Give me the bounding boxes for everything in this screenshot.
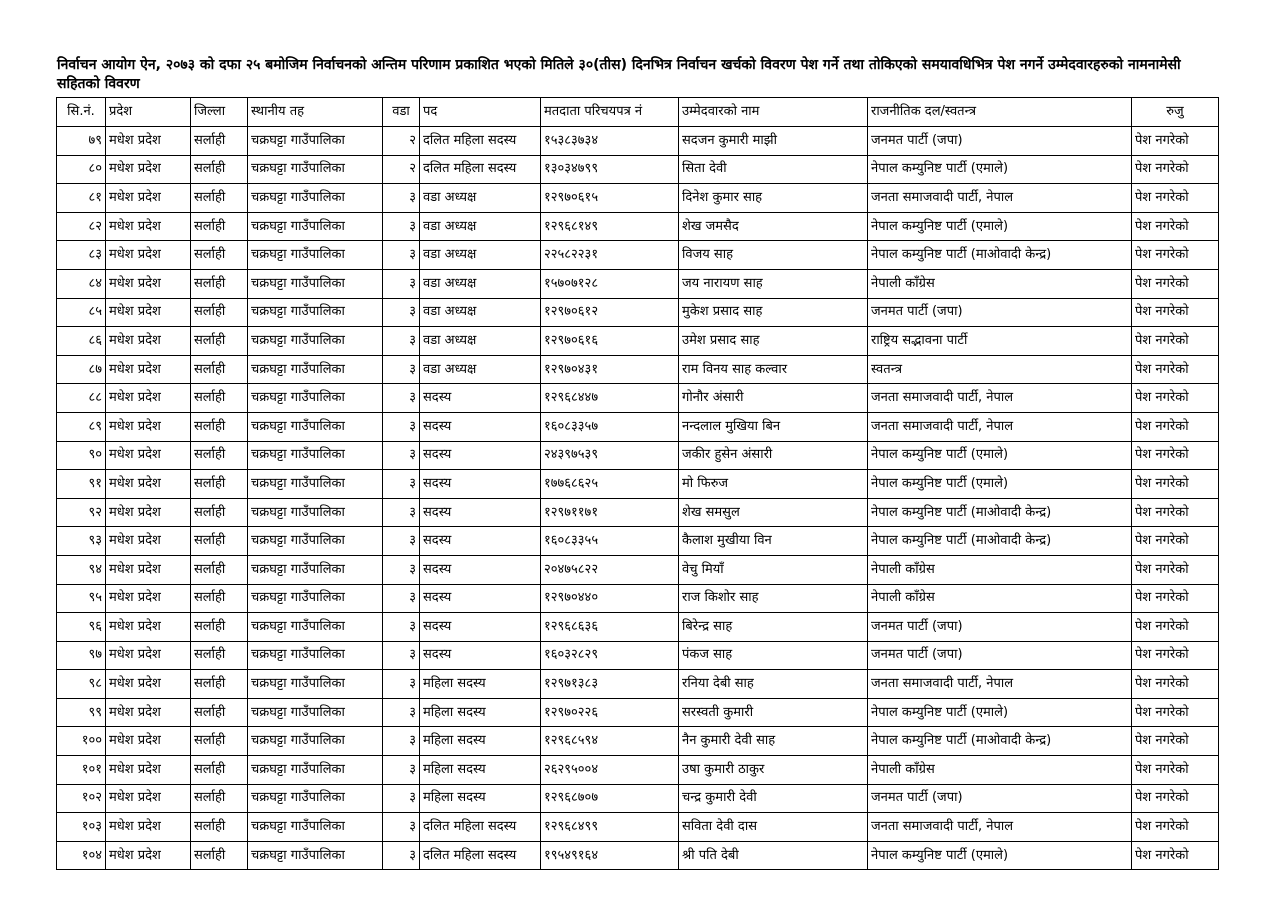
post-cell: सदस्य <box>420 641 541 670</box>
table-row <box>57 841 1219 870</box>
local-level-cell: चक्रघट्टा गाउँपालिका <box>248 184 383 213</box>
province-cell: मधेश प्रदेश <box>106 527 191 556</box>
post-cell: सदस्य <box>420 613 541 642</box>
candidate-name-cell: शेख जमसैद <box>679 212 868 241</box>
serial-number-cell: १०३ <box>57 813 106 842</box>
serial-number-cell: ८७ <box>57 355 106 384</box>
local-level-cell: चक्रघट्टा गाउँपालिका <box>248 756 383 785</box>
voter-id-cell: १२९७०२२६ <box>541 698 679 727</box>
table-row <box>57 813 1219 842</box>
table-row <box>57 384 1219 413</box>
serial-number-cell: ९२ <box>57 498 106 527</box>
voter-id-cell: १२९६८४४७ <box>541 384 679 413</box>
post-cell: सदस्य <box>420 527 541 556</box>
district-cell: सर्लाही <box>191 784 248 813</box>
candidate-name-cell: बिरेन्द्र साह <box>679 613 868 642</box>
province-cell: मधेश प्रदेश <box>106 613 191 642</box>
province-cell: मधेश प्रदेश <box>106 813 191 842</box>
local-level-cell: चक्रघट्टा गाउँपालिका <box>248 841 383 870</box>
district-cell: सर्लाही <box>191 613 248 642</box>
verification-status-cell: पेश नगरेको <box>1132 127 1219 156</box>
verification-status-cell: पेश नगरेको <box>1132 584 1219 613</box>
party-cell: जनमत पार्टी (जपा) <box>868 641 1132 670</box>
post-cell: सदस्य <box>420 441 541 470</box>
voter-id-cell: १२९६८१४९ <box>541 212 679 241</box>
post-cell: सदस्य <box>420 555 541 584</box>
verification-status-cell: पेश नगरेको <box>1132 155 1219 184</box>
province-cell: मधेश प्रदेश <box>106 155 191 184</box>
post-cell: महिला सदस्य <box>420 727 541 756</box>
party-cell: जनमत पार्टी (जपा) <box>868 784 1132 813</box>
serial-number-cell: ८२ <box>57 212 106 241</box>
local-level-cell: चक्रघट्टा गाउँपालिका <box>248 127 383 156</box>
post-cell: सदस्य <box>420 412 541 441</box>
header-candidate-name: उम्मेदवारको नाम <box>679 98 868 127</box>
party-cell: स्वतन्त्र <box>868 355 1132 384</box>
ward-cell: ३ <box>383 727 420 756</box>
ward-cell: ३ <box>383 470 420 499</box>
ward-cell: ३ <box>383 412 420 441</box>
voter-id-cell: १५३८३७३४ <box>541 127 679 156</box>
voter-id-cell: १२९६८५९४ <box>541 727 679 756</box>
party-cell: राष्ट्रिय सद्भावना पार्टी <box>868 327 1132 356</box>
verification-status-cell: पेश नगरेको <box>1132 470 1219 499</box>
serial-number-cell: ९७ <box>57 641 106 670</box>
header-district: जिल्ला <box>191 98 248 127</box>
local-level-cell: चक्रघट्टा गाउँपालिका <box>248 727 383 756</box>
post-cell: सदस्य <box>420 498 541 527</box>
candidate-name-cell: रनिया देबी साह <box>679 670 868 699</box>
party-cell: जनता समाजवादी पार्टी, नेपाल <box>868 813 1132 842</box>
district-cell: सर्लाही <box>191 670 248 699</box>
verification-status-cell: पेश नगरेको <box>1132 184 1219 213</box>
candidate-name-cell: गोनौर अंसारी <box>679 384 868 413</box>
district-cell: सर्लाही <box>191 298 248 327</box>
verification-status-cell: पेश नगरेको <box>1132 269 1219 298</box>
verification-status-cell: पेश नगरेको <box>1132 412 1219 441</box>
post-cell: दलित महिला सदस्य <box>420 813 541 842</box>
verification-status-cell: पेश नगरेको <box>1132 641 1219 670</box>
district-cell: सर्लाही <box>191 212 248 241</box>
verification-status-cell: पेश नगरेको <box>1132 756 1219 785</box>
voter-id-cell: १२९७०६१६ <box>541 327 679 356</box>
document-title: निर्वाचन आयोग ऐन, २०७३ को दफा २५ बमोजिम निर्वाचनको अन्तिम परिणाम प्रकाशित भएको मितिले ३०(तीस) दिनभित्र निर्वाचन खर्चको विवरण पेश गर्ने तथा तोकिएको समयावधिभित्र पेश नगर्ने उम्मेदवारहरुको नामनामेसी सहितको विवरण <box>57 57 1181 92</box>
party-cell: नेपाल कम्युनिष्ट पार्टी (माओवादी केन्द्र) <box>868 498 1132 527</box>
ward-cell: ३ <box>383 641 420 670</box>
verification-status-cell: पेश नगरेको <box>1132 555 1219 584</box>
table-row <box>57 498 1219 527</box>
verification-status-cell: पेश नगरेको <box>1132 527 1219 556</box>
ward-cell: ३ <box>383 355 420 384</box>
header-ward: वडा <box>383 98 420 127</box>
district-cell: सर्लाही <box>191 555 248 584</box>
candidate-name-cell: श्री पति देबी <box>679 841 868 870</box>
province-cell: मधेश प्रदेश <box>106 384 191 413</box>
post-cell: वडा अध्यक्ष <box>420 269 541 298</box>
candidate-name-cell: पंकज साह <box>679 641 868 670</box>
voter-id-cell: २०४७५८२२ <box>541 555 679 584</box>
verification-status-cell: पेश नगरेको <box>1132 727 1219 756</box>
district-cell: सर्लाही <box>191 184 248 213</box>
serial-number-cell: १०४ <box>57 841 106 870</box>
province-cell: मधेश प्रदेश <box>106 641 191 670</box>
header-verification: रुजु <box>1132 98 1219 127</box>
candidate-name-cell: जकीर हुसेन अंसारी <box>679 441 868 470</box>
local-level-cell: चक्रघट्टा गाउँपालिका <box>248 384 383 413</box>
verification-status-cell: पेश नगरेको <box>1132 298 1219 327</box>
serial-number-cell: ८३ <box>57 241 106 270</box>
voter-id-cell: १२९७०४३१ <box>541 355 679 384</box>
ward-cell: ३ <box>383 613 420 642</box>
table-row <box>57 527 1219 556</box>
voter-id-cell: १२९७०६१२ <box>541 298 679 327</box>
table-row <box>57 155 1219 184</box>
serial-number-cell: ७९ <box>57 127 106 156</box>
ward-cell: ३ <box>383 670 420 699</box>
serial-number-cell: १०० <box>57 727 106 756</box>
local-level-cell: चक्रघट्टा गाउँपालिका <box>248 527 383 556</box>
header-serial-number: सि.नं. <box>57 98 106 127</box>
local-level-cell: चक्रघट्टा गाउँपालिका <box>248 555 383 584</box>
ward-cell: ३ <box>383 555 420 584</box>
serial-number-cell: ९९ <box>57 698 106 727</box>
serial-number-cell: ८० <box>57 155 106 184</box>
header-province: प्रदेश <box>106 98 191 127</box>
province-cell: मधेश प्रदेश <box>106 184 191 213</box>
district-cell: सर्लाही <box>191 412 248 441</box>
province-cell: मधेश प्रदेश <box>106 498 191 527</box>
district-cell: सर्लाही <box>191 470 248 499</box>
district-cell: सर्लाही <box>191 384 248 413</box>
ward-cell: ३ <box>383 441 420 470</box>
local-level-cell: चक्रघट्टा गाउँपालिका <box>248 613 383 642</box>
table-row <box>57 670 1219 699</box>
province-cell: मधेश प्रदेश <box>106 298 191 327</box>
serial-number-cell: ९३ <box>57 527 106 556</box>
serial-number-cell: १०१ <box>57 756 106 785</box>
district-cell: सर्लाही <box>191 441 248 470</box>
candidate-name-cell: राम विनय साह कल्वार <box>679 355 868 384</box>
verification-status-cell: पेश नगरेको <box>1132 841 1219 870</box>
local-level-cell: चक्रघट्टा गाउँपालिका <box>248 470 383 499</box>
voter-id-cell: १३०३४७९९ <box>541 155 679 184</box>
party-cell: जनता समाजवादी पार्टी, नेपाल <box>868 184 1132 213</box>
voter-id-cell: २६२९५००४ <box>541 756 679 785</box>
post-cell: वडा अध्यक्ष <box>420 212 541 241</box>
voter-id-cell: २२५८२२३१ <box>541 241 679 270</box>
voter-id-cell: १२९७०६१५ <box>541 184 679 213</box>
post-cell: सदस्य <box>420 584 541 613</box>
candidate-name-cell: जय नारायण साह <box>679 269 868 298</box>
province-cell: मधेश प्रदेश <box>106 584 191 613</box>
table-row <box>57 613 1219 642</box>
party-cell: जनता समाजवादी पार्टी, नेपाल <box>868 384 1132 413</box>
candidate-name-cell: वेचु मियाँ <box>679 555 868 584</box>
candidate-name-cell: सिता देवी <box>679 155 868 184</box>
district-cell: सर्लाही <box>191 498 248 527</box>
local-level-cell: चक्रघट्टा गाउँपालिका <box>248 298 383 327</box>
verification-status-cell: पेश नगरेको <box>1132 498 1219 527</box>
district-cell: सर्लाही <box>191 241 248 270</box>
party-cell: नेपाल कम्युनिष्ट पार्टी (एमाले) <box>868 441 1132 470</box>
serial-number-cell: ९१ <box>57 470 106 499</box>
party-cell: नेपाल कम्युनिष्ट पार्टी (माओवादी केन्द्र) <box>868 727 1132 756</box>
candidate-name-cell: सविता देवी दास <box>679 813 868 842</box>
party-cell: नेपाल कम्युनिष्ट पार्टी (एमाले) <box>868 155 1132 184</box>
verification-status-cell: पेश नगरेको <box>1132 670 1219 699</box>
province-cell: मधेश प्रदेश <box>106 441 191 470</box>
district-cell: सर्लाही <box>191 327 248 356</box>
party-cell: जनमत पार्टी (जपा) <box>868 613 1132 642</box>
province-cell: मधेश प्रदेश <box>106 327 191 356</box>
province-cell: मधेश प्रदेश <box>106 784 191 813</box>
province-cell: मधेश प्रदेश <box>106 841 191 870</box>
province-cell: मधेश प्रदेश <box>106 470 191 499</box>
post-cell: सदस्य <box>420 384 541 413</box>
serial-number-cell: ८६ <box>57 327 106 356</box>
table-row <box>57 584 1219 613</box>
verification-status-cell: पेश नगरेको <box>1132 384 1219 413</box>
post-cell: महिला सदस्य <box>420 784 541 813</box>
party-cell: जनता समाजवादी पार्टी, नेपाल <box>868 670 1132 699</box>
voter-id-cell: १५७०७१२८ <box>541 269 679 298</box>
verification-status-cell: पेश नगरेको <box>1132 441 1219 470</box>
post-cell: वडा अध्यक्ष <box>420 327 541 356</box>
province-cell: मधेश प्रदेश <box>106 670 191 699</box>
local-level-cell: चक्रघट्टा गाउँपालिका <box>248 269 383 298</box>
local-level-cell: चक्रघट्टा गाउँपालिका <box>248 784 383 813</box>
candidate-name-cell: चन्द्र कुमारी देवी <box>679 784 868 813</box>
post-cell: दलित महिला सदस्य <box>420 155 541 184</box>
ward-cell: ३ <box>383 756 420 785</box>
ward-cell: २ <box>383 155 420 184</box>
voter-id-cell: १९५४९१६४ <box>541 841 679 870</box>
voter-id-cell: १२९७११७१ <box>541 498 679 527</box>
table-row <box>57 441 1219 470</box>
province-cell: मधेश प्रदेश <box>106 241 191 270</box>
candidate-name-cell: सदजन कुमारी माझी <box>679 127 868 156</box>
voter-id-cell: १६०८३३५७ <box>541 412 679 441</box>
local-level-cell: चक्रघट्टा गाउँपालिका <box>248 498 383 527</box>
ward-cell: ३ <box>383 527 420 556</box>
party-cell: जनमत पार्टी (जपा) <box>868 127 1132 156</box>
party-cell: नेपाल कम्युनिष्ट पार्टी (एमाले) <box>868 841 1132 870</box>
voter-id-cell: १६०३२८२९ <box>541 641 679 670</box>
candidate-name-cell: सरस्वती कुमारी <box>679 698 868 727</box>
voter-id-cell: २४३९७५३९ <box>541 441 679 470</box>
ward-cell: ३ <box>383 813 420 842</box>
table-row <box>57 784 1219 813</box>
voter-id-cell: १२९७१३८३ <box>541 670 679 699</box>
post-cell: वडा अध्यक्ष <box>420 241 541 270</box>
verification-status-cell: पेश नगरेको <box>1132 241 1219 270</box>
serial-number-cell: ८९ <box>57 412 106 441</box>
local-level-cell: चक्रघट्टा गाउँपालिका <box>248 355 383 384</box>
province-cell: मधेश प्रदेश <box>106 756 191 785</box>
verification-status-cell: पेश नगरेको <box>1132 698 1219 727</box>
party-cell: नेपाली काँग्रेस <box>868 756 1132 785</box>
table-row <box>57 127 1219 156</box>
party-cell: नेपाली काँग्रेस <box>868 269 1132 298</box>
party-cell: नेपाल कम्युनिष्ट पार्टी (माओवादी केन्द्र) <box>868 241 1132 270</box>
province-cell: मधेश प्रदेश <box>106 127 191 156</box>
local-level-cell: चक्रघट्टा गाउँपालिका <box>248 441 383 470</box>
party-cell: नेपाल कम्युनिष्ट पार्टी (एमाले) <box>868 698 1132 727</box>
ward-cell: ३ <box>383 184 420 213</box>
table-row <box>57 298 1219 327</box>
local-level-cell: चक्रघट्टा गाउँपालिका <box>248 670 383 699</box>
local-level-cell: चक्रघट्टा गाउँपालिका <box>248 155 383 184</box>
table-row <box>57 184 1219 213</box>
district-cell: सर्लाही <box>191 527 248 556</box>
province-cell: मधेश प्रदेश <box>106 355 191 384</box>
serial-number-cell: ८५ <box>57 298 106 327</box>
voter-id-cell: १६०८३३५५ <box>541 527 679 556</box>
local-level-cell: चक्रघट्टा गाउँपालिका <box>248 327 383 356</box>
voter-id-cell: १२९६८७०७ <box>541 784 679 813</box>
local-level-cell: चक्रघट्टा गाउँपालिका <box>248 813 383 842</box>
candidate-name-cell: शेख समसुल <box>679 498 868 527</box>
party-cell: जनमत पार्टी (जपा) <box>868 298 1132 327</box>
verification-status-cell: पेश नगरेको <box>1132 212 1219 241</box>
voter-id-cell: १२९७०४४० <box>541 584 679 613</box>
district-cell: सर्लाही <box>191 269 248 298</box>
table-row <box>57 241 1219 270</box>
voter-id-cell: १२९६८६३६ <box>541 613 679 642</box>
candidate-name-cell: राज किशोर साह <box>679 584 868 613</box>
district-cell: सर्लाही <box>191 641 248 670</box>
table-row <box>57 555 1219 584</box>
table-row <box>57 212 1219 241</box>
district-cell: सर्लाही <box>191 841 248 870</box>
ward-cell: ३ <box>383 241 420 270</box>
candidate-table <box>56 97 1219 870</box>
post-cell: सदस्य <box>420 470 541 499</box>
verification-status-cell: पेश नगरेको <box>1132 784 1219 813</box>
serial-number-cell: ९८ <box>57 670 106 699</box>
party-cell: जनता समाजवादी पार्टी, नेपाल <box>868 412 1132 441</box>
candidate-name-cell: नैन कुमारी देवी साह <box>679 727 868 756</box>
candidate-name-cell: कैलाश मुखीया विन <box>679 527 868 556</box>
serial-number-cell: ९६ <box>57 613 106 642</box>
party-cell: नेपाल कम्युनिष्ट पार्टी (एमाले) <box>868 470 1132 499</box>
serial-number-cell: ९४ <box>57 555 106 584</box>
province-cell: मधेश प्रदेश <box>106 212 191 241</box>
ward-cell: ३ <box>383 784 420 813</box>
table-row <box>57 756 1219 785</box>
serial-number-cell: १०२ <box>57 784 106 813</box>
local-level-cell: चक्रघट्टा गाउँपालिका <box>248 698 383 727</box>
table-row <box>57 470 1219 499</box>
header-post: पद <box>420 98 541 127</box>
header-local-level: स्थानीय तह <box>248 98 383 127</box>
post-cell: दलित महिला सदस्य <box>420 127 541 156</box>
serial-number-cell: ८१ <box>57 184 106 213</box>
ward-cell: ३ <box>383 269 420 298</box>
voter-id-cell: १२९६८४९९ <box>541 813 679 842</box>
ward-cell: ३ <box>383 498 420 527</box>
post-cell: महिला सदस्य <box>420 670 541 699</box>
district-cell: सर्लाही <box>191 813 248 842</box>
table-row <box>57 727 1219 756</box>
table-header-row <box>57 98 1219 127</box>
post-cell: महिला सदस्य <box>420 756 541 785</box>
province-cell: मधेश प्रदेश <box>106 555 191 584</box>
post-cell: महिला सदस्य <box>420 698 541 727</box>
district-cell: सर्लाही <box>191 756 248 785</box>
table-row <box>57 698 1219 727</box>
local-level-cell: चक्रघट्टा गाउँपालिका <box>248 412 383 441</box>
header-voter-id: मतदाता परिचयपत्र नं <box>541 98 679 127</box>
district-cell: सर्लाही <box>191 584 248 613</box>
table-row <box>57 269 1219 298</box>
local-level-cell: चक्रघट्टा गाउँपालिका <box>248 212 383 241</box>
province-cell: मधेश प्रदेश <box>106 412 191 441</box>
district-cell: सर्लाही <box>191 698 248 727</box>
ward-cell: ३ <box>383 298 420 327</box>
serial-number-cell: ८८ <box>57 384 106 413</box>
voter-id-cell: १७७६८६२५ <box>541 470 679 499</box>
local-level-cell: चक्रघट्टा गाउँपालिका <box>248 241 383 270</box>
ward-cell: ३ <box>383 841 420 870</box>
verification-status-cell: पेश नगरेको <box>1132 613 1219 642</box>
ward-cell: ३ <box>383 212 420 241</box>
party-cell: नेपाल कम्युनिष्ट पार्टी (एमाले) <box>868 212 1132 241</box>
candidate-name-cell: दिनेश कुमार साह <box>679 184 868 213</box>
province-cell: मधेश प्रदेश <box>106 698 191 727</box>
candidate-name-cell: मुकेश प्रसाद साह <box>679 298 868 327</box>
post-cell: दलित महिला सदस्य <box>420 841 541 870</box>
table-row <box>57 355 1219 384</box>
local-level-cell: चक्रघट्टा गाउँपालिका <box>248 584 383 613</box>
table-row <box>57 641 1219 670</box>
table-row <box>57 327 1219 356</box>
district-cell: सर्लाही <box>191 727 248 756</box>
party-cell: नेपाल कम्युनिष्ट पार्टी (माओवादी केन्द्र) <box>868 527 1132 556</box>
ward-cell: ३ <box>383 384 420 413</box>
ward-cell: ३ <box>383 584 420 613</box>
district-cell: सर्लाही <box>191 155 248 184</box>
province-cell: मधेश प्रदेश <box>106 269 191 298</box>
table-row <box>57 412 1219 441</box>
serial-number-cell: ९० <box>57 441 106 470</box>
ward-cell: ३ <box>383 698 420 727</box>
candidate-name-cell: विजय साह <box>679 241 868 270</box>
verification-status-cell: पेश नगरेको <box>1132 355 1219 384</box>
ward-cell: ३ <box>383 327 420 356</box>
party-cell: नेपाली काँग्रेस <box>868 555 1132 584</box>
post-cell: वडा अध्यक्ष <box>420 184 541 213</box>
header-party: राजनीतिक दल/स्वतन्त्र <box>868 98 1132 127</box>
verification-status-cell: पेश नगरेको <box>1132 813 1219 842</box>
province-cell: मधेश प्रदेश <box>106 727 191 756</box>
post-cell: वडा अध्यक्ष <box>420 298 541 327</box>
party-cell: नेपाली काँग्रेस <box>868 584 1132 613</box>
local-level-cell: चक्रघट्टा गाउँपालिका <box>248 641 383 670</box>
candidate-name-cell: मो फिरुज <box>679 470 868 499</box>
district-cell: सर्लाही <box>191 127 248 156</box>
candidate-name-cell: उषा कुमारी ठाकुर <box>679 756 868 785</box>
verification-status-cell: पेश नगरेको <box>1132 327 1219 356</box>
candidate-name-cell: नन्दलाल मुखिया बिन <box>679 412 868 441</box>
serial-number-cell: ८४ <box>57 269 106 298</box>
district-cell: सर्लाही <box>191 355 248 384</box>
ward-cell: २ <box>383 127 420 156</box>
candidate-name-cell: उमेश प्रसाद साह <box>679 327 868 356</box>
post-cell: वडा अध्यक्ष <box>420 355 541 384</box>
serial-number-cell: ९५ <box>57 584 106 613</box>
